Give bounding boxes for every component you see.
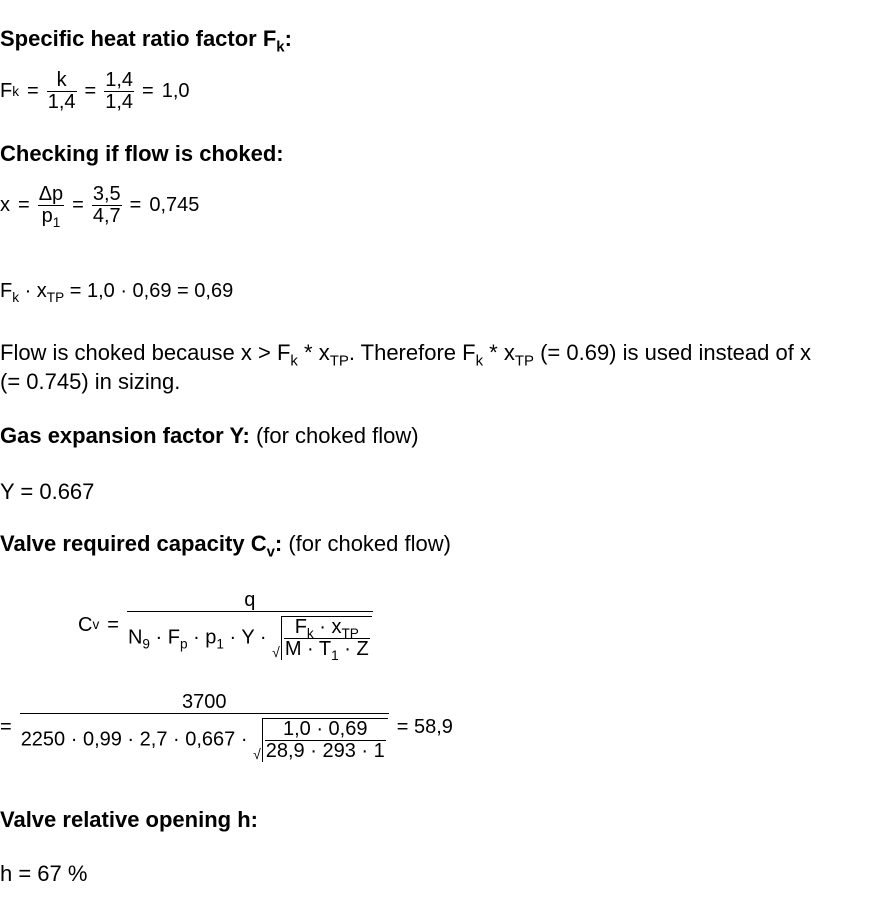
fk-formula: F k = $\frac{k}{1,4}$ = $\frac{1,4}{1,4}$ = 1,0 [0,69,190,113]
x-formula: x = $\frac{\Delta p}{p_1}$ = $\frac{3,5}{4,7}$ = 0,745 [0,183,200,231]
h-value: h = 67 % [0,861,88,886]
square-root: √ $\frac{F_k \cdot x_{TP}}{M \cdot T_1 \cdot Z}$ [272,616,372,660]
fraction: q $N_9 \cdot F_p \cdot p_1 \cdot Y$ · √ $\frac{F_k \cdot x_{TP}}{M \cdot T_1 \cdot Z}$ [127,590,373,660]
section-heading-y: Gas expansion factor Y: (for choked flow) [0,423,419,448]
section-heading-choked: Checking if flow is choked: [0,141,284,166]
cv-numeric-formula: = 3700 2250 · 0,99 · 2,7 · 0,667 · √ $\frac{1,0 \cdot 0,69}{28,9 \cdot 293 \cdot 1}$ = 58,9 [0,691,453,763]
y-value: Y = 0.667 [0,479,95,504]
fraction: $\frac{1,4}{1,4}$ [105,69,134,113]
square-root: √ $\frac{1,0 \cdot 0,69}{28,9 \cdot 293 \cdot 1}$ [253,718,388,762]
section-heading-cv: Valve required capacity $C_v$: (for choked flow) [0,531,451,561]
section-heading-fk: Specific heat ratio factor $F_k$: [0,26,292,56]
fraction: $\frac{\Delta p}{p_1}$ [38,183,64,231]
fk-xtp-formula: $F_k \cdot x_{TP} = 1,0 \cdot 0,69 = 0,69$ [0,280,234,306]
fraction: $\frac{3,5}{4,7}$ [92,183,121,227]
cv-symbolic-formula: C v = q $N_9 \cdot F_p \cdot p_1 \cdot Y$ · √ $\frac{F_k \cdot x_{TP}}{M \cdot T_1 \cdot Z}$ [78,590,373,660]
fraction: $\frac{k}{1,4}$ [47,69,76,113]
section-heading-h: Valve relative opening h: [0,807,258,832]
fraction: 3700 2250 · 0,99 · 2,7 · 0,667 · √ $\frac{1,0 \cdot 0,69}{28,9 \cdot 293 \cdot 1}$ [20,692,389,762]
choked-explanation: Flow is choked because $x > F_k * x_{TP}$. Therefore $F_k * x_{TP}$ (= 0.69) is used instead of x (= 0.745) in sizing. [0,340,811,394]
